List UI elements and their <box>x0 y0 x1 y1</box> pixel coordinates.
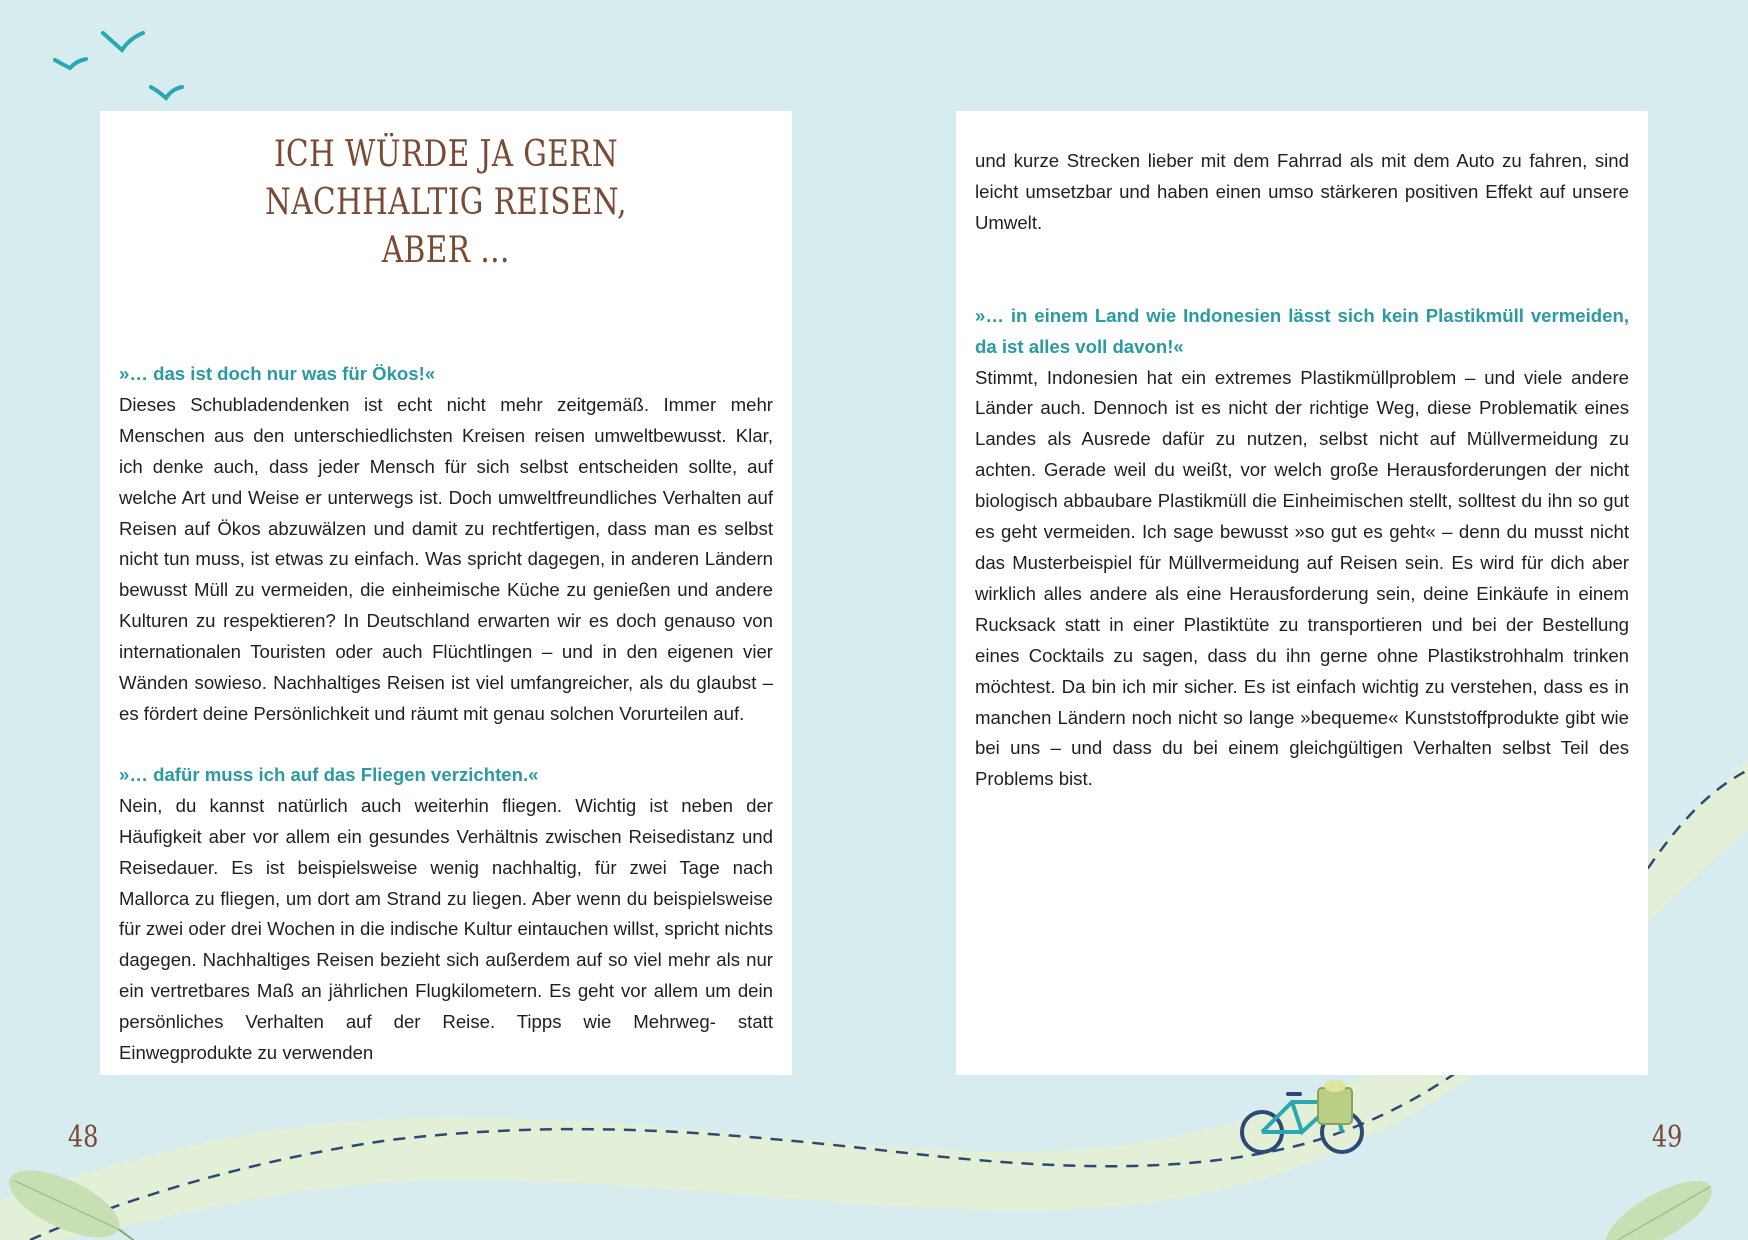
section <box>119 760 773 1069</box>
section-text: Nein, du kannst natürlich auch weiterhin fliegen. Wichtig ist neben der Häufigkeit aber vor allem ein gesundes Verhältnis zwischen Reisedistanz und Reisedauer. Es ist beispielsweise wenig nachhaltig, für zwei Tage nach Mallorca zu fliegen, um dort am Strand zu liegen. Aber wenn du beispielsweise für zwei oder drei Wochen in die indische Kultur eintauchen willst, spricht nichts dagegen. Nachhaltiges Reisen bezieht sich außerdem auf so viel mehr als nur ein vertretbares Maß an jährlichen Flugkilometern. Es geht vor allem um dein persönliches Verhalten auf der Reise. Tipps wie Mehrweg- statt Einwegprodukte zu verwenden <box>119 794 773 1064</box>
page-number-left: 48 <box>67 1120 99 1155</box>
title-line-2: ABER … <box>381 230 511 271</box>
section-heading: »… dafür muss ich auf das Fliegen verzichten.« <box>119 763 539 785</box>
title-line-1: ICH WÜRDE JA GERN NACHHALTIG REISEN, <box>265 134 627 223</box>
section <box>119 359 773 730</box>
section-heading: »… in einem Land wie Indonesien lässt sich kein Plastikmüll vermeiden, da ist alles voll davon!« <box>975 304 1629 357</box>
bird-icon <box>55 33 182 98</box>
section-heading: »… das ist doch nur was für Ökos!« <box>119 363 436 384</box>
section-text: Dieses Schubladendenken ist echt nicht mehr zeitgemäß. Immer mehr Menschen aus den unterschiedlichsten Kreisen reisen umweltbewusst. Klar, ich denke auch, dass jeder Mensch für sich selbst entscheiden sollte, auf welche Art und Weise er unterwegs ist. Doch umweltfreundliches Verhalten auf Reisen auf Ökos abzuwälzen und damit zu rechtfertigen, dass man es selbst nicht tun muss, ist etwas zu einfach. Was spricht dagegen, in anderen Ländern bewusst Müll zu vermeiden, die einheimische Küche zu genießen und andere Kulturen zu respektieren? In Deutschland erwarten wir es doch genauso von internationalen Touristen oder auch Flüchtlingen – und in den eigenen vier Wänden sowieso. Nachhaltiges Reisen ist viel umfangreicher, als du glaubst – es fördert deine Persönlichkeit und räumt mit genau solchen Vorurteilen auf. <box>119 393 773 724</box>
left-page <box>100 111 792 1075</box>
section <box>975 301 1629 796</box>
page-title <box>194 131 697 275</box>
right-page <box>956 111 1648 1075</box>
section-text: Stimmt, Indonesien hat ein extremes Plastikmüllproblem – und viele andere Länder auch. Dennoch ist es nicht der richtige Weg, diese Problematik eines Landes als Ausrede dafür zu nutzen, selbst nicht auf Müllvermeidung zu achten. Gerade weil du weißt, vor welch große Herausforderungen der nicht biologisch abbaubare Plastikmüll die Einheimischen stellt, solltest du ihn so gut es geht vermeiden. Ich sage bewusst »so gut es geht« – denn du musst nicht das Musterbeispiel für Müllvermeidung auf Reisen sein. Es wird für dich aber wirklich alles andere als eine Herausforderung sein, deine Einkäufe in einem Rucksack statt in einer Plastiktüte zu transportieren und bei der Bestellung eines Cocktails zu sagen, dass du ihn gerne ohne Plastikstrohhalm trinken möchtest. Da bin ich mir sicher. Es ist einfach wichtig zu verstehen, dass es in manchen Ländern noch nicht so lange »bequeme« Kunststoffprodukte gibt wie bei uns – und dass du bei einem gleichgültigen Verhalten selbst Teil des Problems bist. <box>975 366 1629 790</box>
leaf-icon <box>1591 1168 1721 1240</box>
intro-text: und kurze Strecken lieber mit dem Fahrrad als mit dem Auto zu fahren, sind leicht umsetzbar und haben einen umso stärkeren positiven Effekt auf unsere Umwelt. <box>975 150 1629 233</box>
page-number-right: 49 <box>1651 1120 1683 1155</box>
